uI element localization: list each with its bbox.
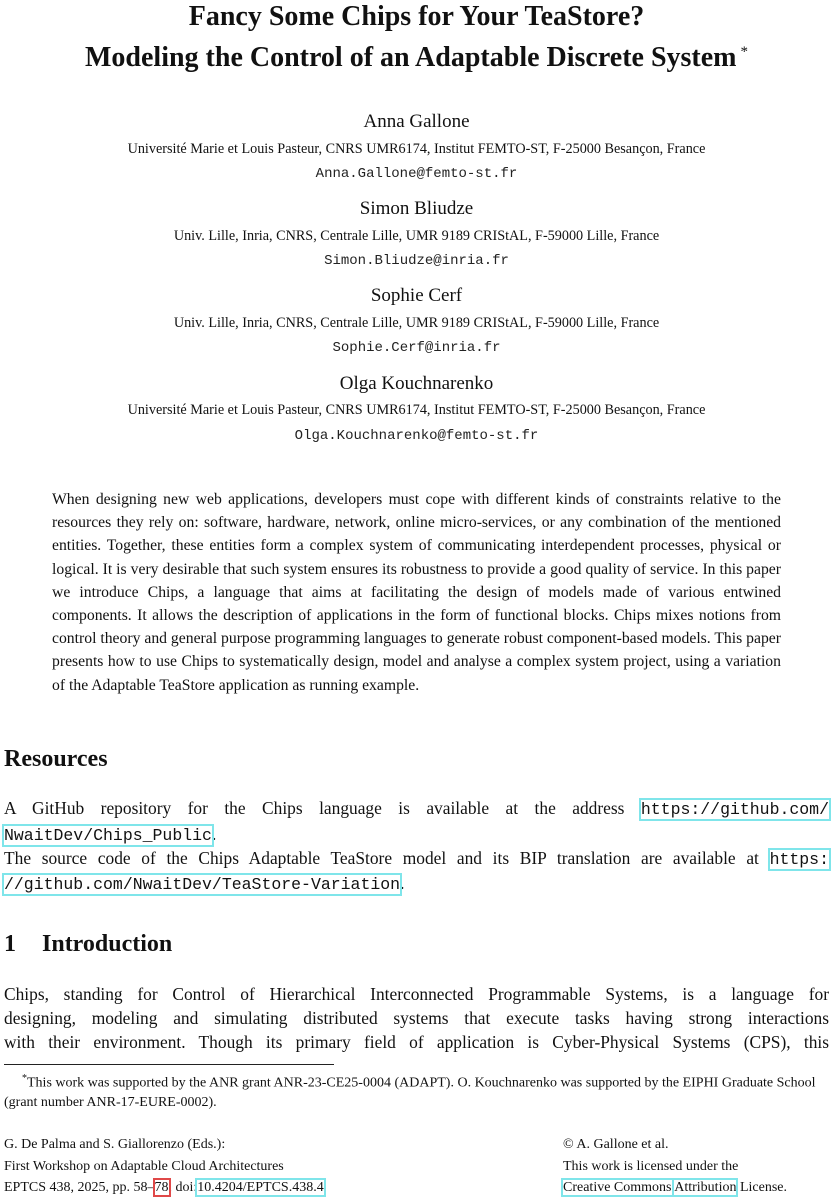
intro-line-3: with their environment. Though its primary field of application is Cyber-Physical Systems (CPS), this	[4, 1032, 829, 1052]
doi-link[interactable]: 10.4204/EPTCS.438.4	[197, 1180, 324, 1195]
author-email[interactable]: Sophie.Cerf@inria.fr	[332, 340, 501, 356]
footer-doi-prefix: , doi:	[168, 1180, 198, 1195]
end-page-link[interactable]: 78	[154, 1180, 169, 1195]
author-name: Olga Kouchnarenko	[339, 373, 494, 394]
footer-workshop: First Workshop on Adaptable Cloud Architectures	[4, 1159, 284, 1174]
author-affiliation: Univ. Lille, Inria, CNRS, Centrale Lille, UMR 9189 CRIStAL, F-59000 Lille, France	[173, 228, 660, 244]
chips-repo-link-part-2[interactable]: NwaitDev/Chips_Public	[4, 826, 212, 845]
resources-text-2: The source code of the Chips Adaptable TeaStore model and its BIP translation are available at	[4, 848, 759, 868]
footer-eptcs: EPTCS 438, 2025, pp. 58–	[4, 1180, 155, 1195]
chips-repo-link-part-1[interactable]: https://github.com/	[640, 800, 829, 819]
section-title: Introduction	[42, 931, 173, 957]
author-affiliation: Université Marie et Louis Pasteur, CNRS UMR6174, Institut FEMTO-ST, F-25000 Besançon, France	[127, 402, 706, 418]
creative-commons-link[interactable]: Creative Commons	[563, 1180, 672, 1195]
section-number: 1	[4, 931, 16, 957]
resources-line-1	[4, 797, 829, 821]
footer-copyright: © A. Gallone et al.	[563, 1137, 669, 1152]
resources-text-1: A GitHub repository for the Chips language is available at the address	[4, 798, 625, 818]
resources-line-4	[4, 872, 829, 896]
section-heading-introduction	[4, 930, 172, 958]
footer-license-links	[563, 1179, 787, 1197]
author-name: Simon Bliudze	[359, 198, 474, 219]
teastore-repo-link-part-2[interactable]: //github.com/NwaitDev/TeaStore-Variation	[4, 875, 401, 894]
paper-title-line-2	[0, 35, 833, 75]
footer-editors: G. De Palma and S. Giallorenzo (Eds.):	[4, 1137, 226, 1152]
paper-title-text: Modeling the Control of an Adaptable Discrete System	[85, 42, 737, 73]
author-name: Anna Gallone	[363, 111, 470, 132]
teastore-repo-link-part-1[interactable]: https:	[769, 850, 829, 869]
period: .	[211, 824, 217, 844]
author-name: Sophie Cerf	[370, 285, 463, 306]
intro-line-2: designing, modeling and simulating distributed systems that execute tasks having strong interactions	[4, 1008, 829, 1028]
footnote-mark: *	[22, 1073, 27, 1084]
abstract-text: When designing new web applications, developers must cope with different kinds of constraints relative to the resources they rely on: software, hardware, network, online micro-services, or any combination of the mentioned entities. Together, these entities form a complex system of communicating interdependent processes, physical or logical. It is very desirable that such system ensures its robustness to provide a good quality of service. In this paper we introduce Chips, a language that aims at facilitating the design of models made of various entwined components. It allows the description of applications in the form of functional blocks. Chips mixes notions from control theory and general purpose programming languages to generate robust component-based models. This paper presents how to use Chips to systematically design, model and analyse a complex system project, using a variation of the Adaptable TeaStore application as running example.	[52, 491, 781, 694]
author-email[interactable]: Simon.Bliudze@inria.fr	[324, 253, 509, 269]
attribution-link[interactable]: Attribution	[674, 1180, 737, 1195]
footnote-text: This work was supported by the ANR grant ANR-23-CE25-0004 (ADAPT). O. Kouchnarenko was supported by the EIPHI Graduate School (grant number ANR-17-EURE-0002).	[4, 1075, 816, 1110]
resources-line-2	[4, 823, 829, 847]
period: .	[400, 873, 405, 893]
resources-line-3	[4, 847, 829, 871]
title-footnote-mark[interactable]: *	[740, 44, 748, 60]
author-email[interactable]: Olga.Kouchnarenko@femto-st.fr	[294, 428, 539, 444]
author-affiliation: Université Marie et Louis Pasteur, CNRS UMR6174, Institut FEMTO-ST, F-25000 Besançon, France	[127, 141, 706, 157]
footer-license-line: This work is licensed under the	[563, 1159, 739, 1174]
footnote	[4, 1069, 829, 1112]
intro-line-1: Chips, standing for Control of Hierarchical Interconnected Programmable Systems, is a language for	[4, 984, 829, 1004]
paper-title-line-1: Fancy Some Chips for Your TeaStore?	[188, 1, 645, 32]
section-heading-resources: Resources	[4, 746, 108, 772]
abstract	[52, 488, 781, 697]
footer-citation	[4, 1179, 324, 1197]
author-affiliation: Univ. Lille, Inria, CNRS, Centrale Lille, UMR 9189 CRIStAL, F-59000 Lille, France	[173, 315, 660, 331]
footnote-rule	[4, 1064, 334, 1065]
license-suffix: License.	[736, 1180, 787, 1195]
author-email[interactable]: Anna.Gallone@femto-st.fr	[315, 166, 518, 182]
